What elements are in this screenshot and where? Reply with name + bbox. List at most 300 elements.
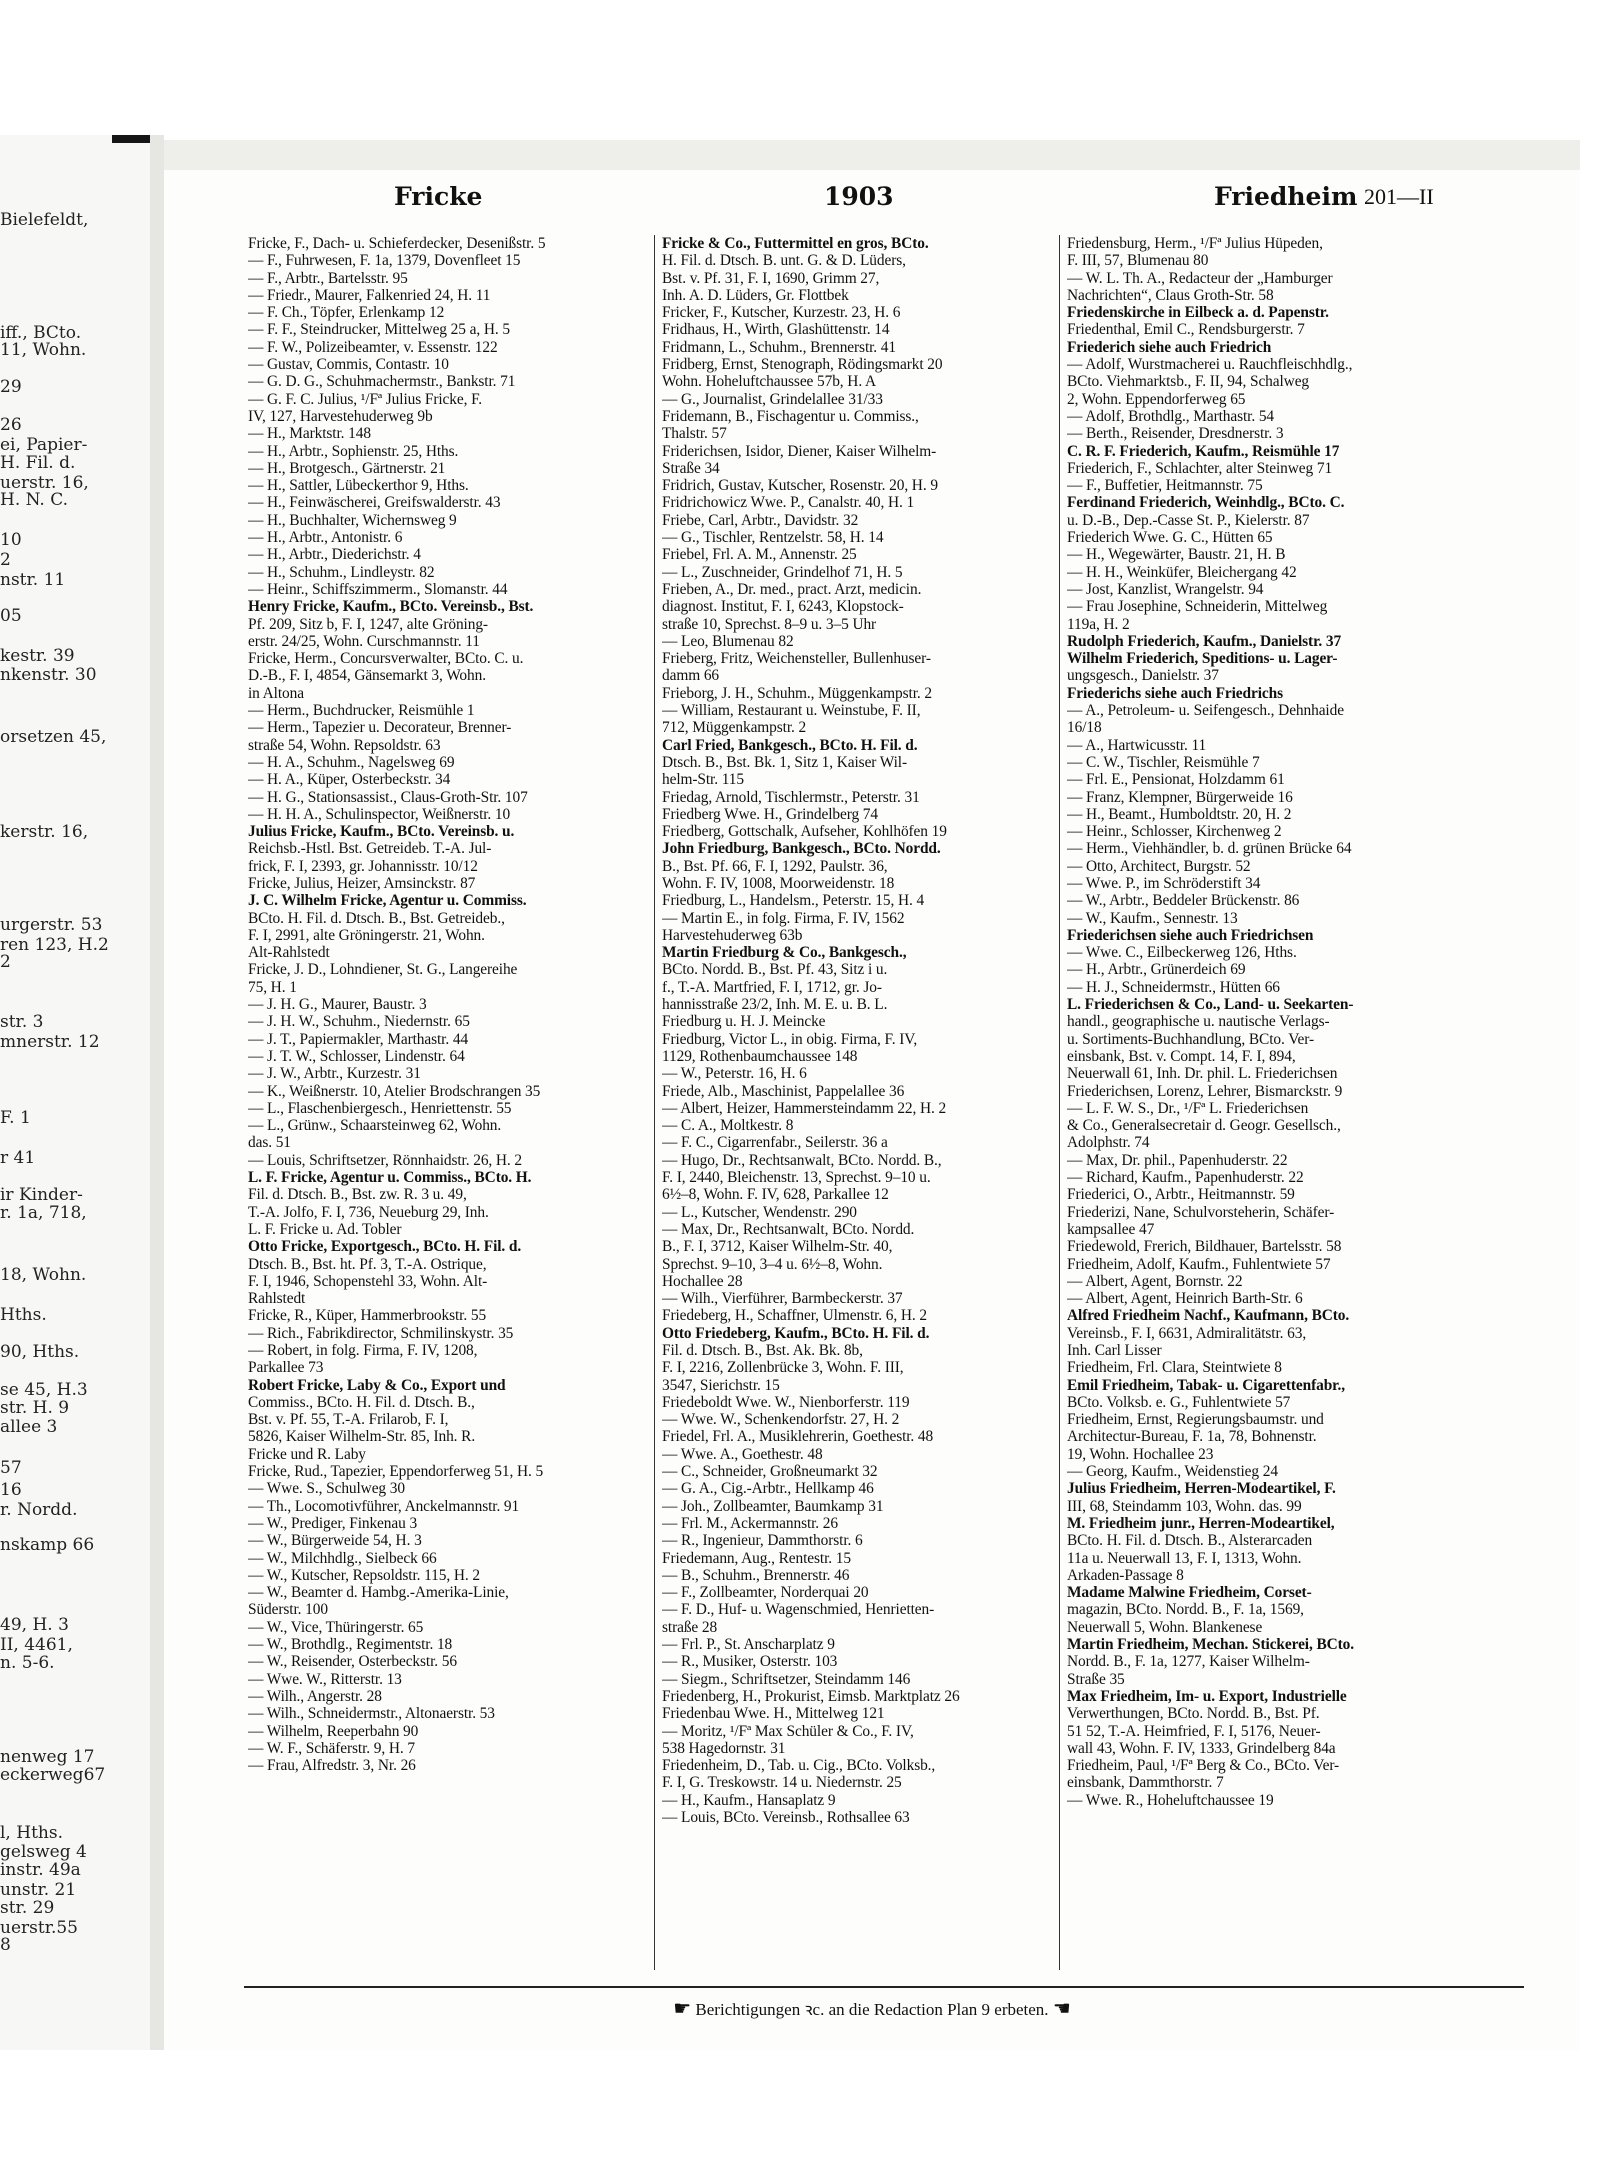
directory-entry: J. C. Wilhelm Fricke, Agentur u. Commiss. <box>248 892 527 910</box>
directory-entry: — J. H. W., Schuhm., Niedernstr. 65 <box>248 1013 470 1031</box>
directory-entry: — W., Milchhdlg., Sielbeck 66 <box>248 1549 437 1567</box>
previous-page-fragment: nstr. 11 <box>0 570 66 590</box>
directory-entry: — H. J., Schneidermstr., Hütten 66 <box>1067 978 1280 996</box>
directory-entry: Parkallee 73 <box>248 1359 324 1377</box>
directory-entry: — Wwe. C., Eilbeckerweg 126, Hths. <box>1067 944 1297 962</box>
directory-entry: 5826, Kaiser Wilhelm-Str. 85, Inh. R. <box>248 1428 476 1446</box>
directory-entry: Fridmann, L., Schuhm., Brennerstr. 41 <box>662 338 896 356</box>
directory-entry: — W., Kutscher, Repsoldstr. 115, H. 2 <box>248 1566 480 1584</box>
binding-tab <box>112 135 153 143</box>
directory-entry: — Berth., Reisender, Dresdnerstr. 3 <box>1067 425 1284 443</box>
previous-page-fragment: 05 <box>0 606 22 626</box>
directory-entry: Julius Fricke, Kaufm., BCto. Vereinsb. u. <box>248 823 515 841</box>
page-top-shadow <box>164 140 1580 170</box>
directory-entry: Friebe, Carl, Arbtr., Davidstr. 32 <box>662 511 859 529</box>
directory-entry: Rahlstedt <box>248 1290 306 1308</box>
directory-entry: Carl Fried, Bankgesch., BCto. H. Fil. d. <box>662 736 918 754</box>
directory-entry: Fricke, Herm., Concursverwalter, BCto. C. u. <box>248 650 524 668</box>
directory-entry: Straße 35 <box>1067 1670 1125 1688</box>
directory-entry: Friedemann, Aug., Rentestr. 15 <box>662 1549 851 1567</box>
directory-entry: frick, F. I, 2393, gr. Johannisstr. 10/12 <box>248 857 478 875</box>
directory-entry: — Max, Dr. phil., Papenhuderstr. 22 <box>1067 1151 1288 1169</box>
directory-entry: Martin Friedburg & Co., Bankgesch., <box>662 944 907 962</box>
directory-entry: Commiss., BCto. H. Fil. d. Dtsch. B., <box>248 1393 475 1411</box>
directory-entry: — H., Wegewärter, Baustr. 21, H. B <box>1067 546 1286 564</box>
directory-entry: — Albert, Agent, Heinrich Barth-Str. 6 <box>1067 1290 1303 1308</box>
previous-page-fragment: Hths. <box>0 1305 47 1325</box>
directory-entry: B., F. I, 3712, Kaiser Wilhelm-Str. 40, <box>662 1238 893 1256</box>
directory-entry: — L. F. W. S., Dr., ¹/Fª L. Friederichsen <box>1067 1099 1309 1117</box>
directory-entry: Pf. 209, Sitz b, F. I, 1247, alte Gröning- <box>248 615 488 633</box>
directory-entry: — Louis, Schriftsetzer, Rönnhaidstr. 26, H. 2 <box>248 1151 523 1169</box>
previous-page-fragment: nskamp 66 <box>0 1535 95 1555</box>
previous-page-fragment: 57 <box>0 1458 22 1478</box>
previous-page-fragment: ren 123, H.2 <box>0 935 109 955</box>
directory-entry: — W., Peterstr. 16, H. 6 <box>662 1065 807 1083</box>
directory-entry: Friede, Alb., Maschinist, Pappelallee 36 <box>662 1082 905 1100</box>
directory-entry: — K., Weißnerstr. 10, Atelier Brodschrangen 35 <box>248 1082 541 1100</box>
directory-entry: — Th., Locomotivführer, Anckelmannstr. 91 <box>248 1497 520 1515</box>
directory-column-2 <box>662 235 1080 1970</box>
directory-entry: C. R. F. Friederich, Kaufm., Reismühle 17 <box>1067 442 1340 460</box>
directory-entry: Friederichs siehe auch Friedrichs <box>1067 684 1283 702</box>
directory-entry: Süderstr. 100 <box>248 1601 328 1619</box>
directory-entry: Harvestehuderweg 63b <box>662 926 803 944</box>
previous-page-fragment: 8 <box>0 1935 11 1955</box>
directory-entry: — H. G., Stationsassist., Claus-Groth-Str. 107 <box>248 788 528 806</box>
directory-entry: — Siegm., Schriftsetzer, Steindamm 146 <box>662 1670 911 1688</box>
directory-entry: Frieborg, J. H., Schuhm., Müggenkampstr. 2 <box>662 684 932 702</box>
directory-entry: — W., Kaufm., Sennestr. 13 <box>1067 909 1238 927</box>
directory-entry: Bst. v. Pf. 31, F. I, 1690, Grimm 27, <box>662 269 880 287</box>
directory-entry: — Wwe. A., Goethestr. 48 <box>662 1445 823 1463</box>
directory-entry: 19, Wohn. Hochallee 23 <box>1067 1445 1214 1463</box>
directory-entry: — L., Flaschenbiergesch., Henriettenstr. 55 <box>248 1099 512 1117</box>
previous-page-fragment: unstr. 21 <box>0 1880 77 1900</box>
directory-entry: — H., Feinwäscherei, Greifswalderstr. 43 <box>248 494 501 512</box>
directory-entry: — Wilh., Vierführer, Barmbeckerstr. 37 <box>662 1290 903 1308</box>
previous-page-fragment: nenweg 17 <box>0 1747 95 1767</box>
directory-entry: Fricke, R., Küper, Hammerbrookstr. 55 <box>248 1307 487 1325</box>
directory-entry: F. III, 57, Blumenau 80 <box>1067 252 1209 270</box>
pointing-hand-right-icon: ☛ <box>673 1998 692 2020</box>
directory-entry: Neuerwall 5, Wohn. Blankenese <box>1067 1618 1263 1636</box>
directory-entry: — H. H. A., Schulinspector, Weißnerstr. 10 <box>248 805 511 823</box>
directory-entry: Frieben, A., Dr. med., pract. Arzt, medicin. <box>662 580 922 598</box>
directory-entry: Nachrichten“, Claus Groth-Str. 58 <box>1067 286 1274 304</box>
directory-entry: Alt-Rahlstedt <box>248 944 330 962</box>
directory-entry: — H. H., Weinküfer, Bleichergang 42 <box>1067 563 1297 581</box>
directory-entry: — Wilh., Schneidermstr., Altonaerstr. 53 <box>248 1705 495 1723</box>
directory-entry: — Albert, Agent, Bornstr. 22 <box>1067 1272 1243 1290</box>
directory-entry: — F., Fuhrwesen, F. 1a, 1379, Dovenfleet 15 <box>248 252 521 270</box>
directory-entry: — Heinr., Schlosser, Kirchenweg 2 <box>1067 823 1282 841</box>
directory-entry: helm-Str. 115 <box>662 771 744 789</box>
directory-entry: — Joh., Zollbeamter, Baumkamp 31 <box>662 1497 884 1515</box>
directory-entry: — J. T., Papiermakler, Marthastr. 44 <box>248 1030 469 1048</box>
directory-entry: 1129, Rothenbaumchaussee 148 <box>662 1047 858 1065</box>
directory-entry: — Heinr., Schiffszimmerm., Slomanstr. 44 <box>248 580 508 598</box>
directory-entry: — Adolf, Brothdlg., Marthastr. 54 <box>1067 407 1275 425</box>
previous-page-fragment: nkenstr. 30 <box>0 665 97 685</box>
previous-page-fragment: instr. 49a <box>0 1860 81 1880</box>
directory-entry: Friedenskirche in Eilbeck a. d. Papenstr. <box>1067 304 1329 322</box>
directory-entry: Friederich Wwe. G. C., Hütten 65 <box>1067 529 1273 547</box>
directory-entry: — Robert, in folg. Firma, F. IV, 1208, <box>248 1342 478 1359</box>
previous-page-margin <box>0 135 153 2050</box>
directory-column-1 <box>248 235 686 1970</box>
directory-entry: Friebel, Frl. A. M., Annenstr. 25 <box>662 546 857 564</box>
previous-page-fragment: 16 <box>0 1480 22 1500</box>
directory-entry: — Herm., Buchdrucker, Reismühle 1 <box>248 702 475 720</box>
directory-entry: — L., Kutscher, Wendenstr. 290 <box>662 1203 857 1221</box>
directory-entry: Inh. A. D. Lüders, Gr. Flottbek <box>662 286 849 304</box>
directory-entry: Arkaden-Passage 8 <box>1067 1566 1184 1584</box>
directory-entry: — Frl. M., Ackermannstr. 26 <box>662 1514 838 1532</box>
directory-entry: Reichsb.-Hstl. Bst. Getreideb. T.-A. Jul- <box>248 840 492 858</box>
directory-entry: Friedberg, Gottschalk, Aufseher, Kohlhöfen 19 <box>662 823 947 841</box>
directory-entry: straße 54, Wohn. Repsoldstr. 63 <box>248 736 441 754</box>
page-gutter <box>150 135 164 2050</box>
directory-entry: BCto. H. Fil. d. Dtsch. B., Alsterarcaden <box>1067 1532 1313 1550</box>
previous-page-fragment: F. 1 <box>0 1108 31 1128</box>
directory-entry: Friederich siehe auch Friedrich <box>1067 338 1272 356</box>
directory-entry: Fil. d. Dtsch. B., Bst. zw. R. 3 u. 49, <box>248 1186 467 1204</box>
directory-entry: D.-B., F. I, 4854, Gänsemarkt 3, Wohn. <box>248 667 486 685</box>
directory-entry: Friedel, Frl. A., Musiklehrerin, Goethestr. 48 <box>662 1428 934 1446</box>
header-right-keyword: Friedheim <box>1214 182 1358 211</box>
directory-entry: — W., Beamter d. Hambg.-Amerika-Linie, <box>248 1584 509 1602</box>
directory-entry: — Richard, Kaufm., Papenhuderstr. 22 <box>1067 1169 1304 1187</box>
previous-page-fragment: allee 3 <box>0 1417 58 1437</box>
directory-entry: T.-A. Jolfo, F. I, 736, Neueburg 29, Inh. <box>248 1203 489 1221</box>
directory-entry: — Jost, Kanzlist, Wrangelstr. 94 <box>1067 580 1264 598</box>
directory-entry: H. Fil. d. Dtsch. B. unt. G. & D. Lüders, <box>662 252 906 270</box>
directory-entry: Wohn. F. IV, 1008, Moorweidenstr. 18 <box>662 874 895 892</box>
directory-entry: Hochallee 28 <box>662 1272 743 1290</box>
header-year: 1903 <box>824 182 894 211</box>
directory-entry: — F., Buffetier, Heitmannstr. 75 <box>1067 477 1263 495</box>
directory-entry: — H. A., Schuhm., Nagelsweg 69 <box>248 753 455 771</box>
directory-entry: — H., Kaufm., Hansaplatz 9 <box>662 1791 836 1809</box>
directory-entry: in Altona <box>248 684 304 702</box>
directory-entry: Neuerwall 61, Inh. Dr. phil. L. Friederichsen <box>1067 1065 1338 1083</box>
directory-entry: — H., Buchhalter, Wichernsweg 9 <box>248 511 457 529</box>
directory-entry: — Wwe. S., Schulweg 30 <box>248 1480 405 1498</box>
directory-entry: Vereinsb., F. I, 6631, Admiralitätstr. 63, <box>1067 1324 1307 1342</box>
directory-entry: III, 68, Steindamm 103, Wohn. das. 99 <box>1067 1497 1302 1515</box>
directory-entry: & Co., Generalsecretair d. Geogr. Gesellsch., <box>1067 1117 1341 1135</box>
previous-page-fragment: str. 3 <box>0 1012 44 1032</box>
directory-entry: — F. D., Huf- u. Wagenschmied, Henrietten- <box>662 1601 935 1619</box>
directory-entry: — J. T. W., Schlosser, Lindenstr. 64 <box>248 1047 465 1065</box>
directory-entry: Friedenbau Wwe. H., Mittelweg 121 <box>662 1705 885 1723</box>
previous-page-fragment: r. 1a, 718, <box>0 1203 87 1223</box>
column-divider <box>654 235 655 1970</box>
directory-entry: — F., Zollbeamter, Norderquai 20 <box>662 1584 869 1602</box>
directory-entry: Wilhelm Friederich, Speditions- u. Lager- <box>1067 650 1338 668</box>
directory-entry: straße 28 <box>662 1618 718 1636</box>
previous-page-fragment: H. N. C. <box>0 490 69 510</box>
directory-entry: Rudolph Friederich, Kaufm., Danielstr. 37 <box>1067 632 1342 650</box>
directory-entry: erstr. 24/25, Wohn. Curschmannstr. 11 <box>248 632 480 650</box>
directory-entry: 11a u. Neuerwall 13, F. I, 1313, Wohn. <box>1067 1549 1302 1567</box>
directory-entry: — Louis, BCto. Vereinsb., Rothsallee 63 <box>662 1809 910 1827</box>
directory-entry: F. I, 1946, Schopenstehl 33, Wohn. Alt- <box>248 1272 488 1290</box>
directory-entry: — F. C., Cigarrenfabr., Seilerstr. 36 a <box>662 1134 888 1152</box>
directory-entry: L. F. Fricke, Agentur u. Commiss., BCto. H. <box>248 1169 532 1187</box>
previous-page-fragment: 90, Hths. <box>0 1342 80 1362</box>
directory-entry: — Frau, Alfredstr. 3, Nr. 26 <box>248 1757 416 1775</box>
directory-entry: Inh. Carl Lisser <box>1067 1342 1162 1359</box>
directory-entry: — Adolf, Wurstmacherei u. Rauchfleischhdlg., <box>1067 356 1353 374</box>
previous-page-fragment: II, 4461, <box>0 1635 73 1655</box>
previous-page-fragment: kerstr. 16, <box>0 822 89 842</box>
directory-entry: — Wwe. W., Ritterstr. 13 <box>248 1670 402 1688</box>
directory-entry: — R., Musiker, Osterstr. 103 <box>662 1653 838 1671</box>
directory-entry: 75, H. 1 <box>248 978 297 996</box>
directory-entry: — H., Sattler, Lübeckerthor 9, Hths. <box>248 477 469 495</box>
directory-entry: f., T.-A. Martfried, F. I, 1712, gr. Jo- <box>662 978 882 996</box>
directory-entry: Dtsch. B., Bst. Bk. 1, Sitz 1, Kaiser Wil- <box>662 753 907 771</box>
previous-page-fragment: r 41 <box>0 1148 36 1168</box>
directory-entry: Ferdinand Friederich, Weinhdlg., BCto. C. <box>1067 494 1345 512</box>
directory-entry: u. Sortiments-Buchhandlung, BCto. Ver- <box>1067 1030 1314 1048</box>
directory-entry: Sprechst. 9–10, 3–4 u. 6½–8, Wohn. <box>662 1255 883 1273</box>
directory-entry: — G. F. C. Julius, ¹/Fª Julius Fricke, F. <box>248 390 483 408</box>
directory-entry: diagnost. Institut, F. I, 6243, Klopstock- <box>662 598 904 616</box>
directory-entry: L. Friederichsen & Co., Land- u. Seekarten- <box>1067 996 1354 1014</box>
directory-entry: Fricker, F., Kutscher, Kurzestr. 23, H. 6 <box>662 304 901 322</box>
previous-page-fragment: r. Nordd. <box>0 1500 78 1520</box>
directory-entry: Friedenberg, H., Prokurist, Eimsb. Marktplatz 26 <box>662 1687 960 1705</box>
directory-entry: — Georg, Kaufm., Weidenstieg 24 <box>1067 1463 1278 1481</box>
directory-entry: — Frl. P., St. Anscharplatz 9 <box>662 1636 835 1654</box>
directory-entry: Bst. v. Pf. 55, T.-A. Frilarob, F. I, <box>248 1411 449 1429</box>
directory-entry: — H., Schuhm., Lindleystr. 82 <box>248 563 435 581</box>
directory-entry: einsbank, Dammthorstr. 7 <box>1067 1774 1224 1792</box>
directory-entry: — W., Brothdlg., Regimentstr. 18 <box>248 1636 453 1654</box>
directory-column-3 <box>1067 235 1519 1970</box>
directory-entry: M. Friedheim junr., Herren-Modeartikel, <box>1067 1514 1335 1532</box>
directory-entry: Fridberg, Ernst, Stenograph, Rödingsmarkt 20 <box>662 356 943 374</box>
directory-entry: Fricke, Julius, Heizer, Amsinckstr. 87 <box>248 874 476 892</box>
column-divider <box>1059 235 1060 1970</box>
directory-entry: — H., Arbtr., Antonistr. 6 <box>248 529 403 547</box>
directory-entry: Friedag, Arnold, Tischlermstr., Peterstr. 31 <box>662 788 920 806</box>
directory-entry: Emil Friedheim, Tabak- u. Cigarettenfabr., <box>1067 1376 1345 1394</box>
directory-entry: — G. A., Cig.-Arbtr., Hellkamp 46 <box>662 1480 874 1498</box>
footer-note <box>164 1996 1580 2021</box>
directory-entry: Friedburg, Victor L., in obig. Firma, F. IV, <box>662 1030 918 1048</box>
directory-entry: — W. L. Th. A., Redacteur der „Hamburger <box>1067 269 1333 287</box>
directory-entry: — Otto, Architect, Burgstr. 52 <box>1067 857 1251 875</box>
directory-entry: — H., Arbtr., Diederichstr. 4 <box>248 546 421 564</box>
directory-entry: Fridrich, Gustav, Kutscher, Rosenstr. 20, H. 9 <box>662 477 938 495</box>
directory-entry: — Wwe. W., Schenkendorfstr. 27, H. 2 <box>662 1411 900 1429</box>
directory-entry: Fricke und R. Laby <box>248 1445 366 1463</box>
directory-entry: Max Friedheim, Im- u. Export, Industrielle <box>1067 1687 1347 1705</box>
directory-entry: hannisstraße 23/2, Inh. M. E. u. B. L. <box>662 996 888 1014</box>
previous-page-fragment: gelsweg 4 <box>0 1842 87 1862</box>
directory-entry: 16/18 <box>1067 719 1102 737</box>
directory-entry: Friederichsen siehe auch Friedrichsen <box>1067 926 1314 944</box>
directory-entry: — Albert, Heizer, Hammersteindamm 22, H. 2 <box>662 1099 947 1117</box>
directory-entry: — R., Ingenieur, Dammthorstr. 6 <box>662 1532 863 1550</box>
directory-entry: — C. W., Tischler, Reismühle 7 <box>1067 753 1260 771</box>
directory-entry: — Max, Dr., Rechtsanwalt, BCto. Nordd. <box>662 1220 915 1238</box>
directory-entry: Fil. d. Dtsch. B., Bst. Ak. Bk. 8b, <box>662 1342 863 1359</box>
directory-entry: — H., Beamt., Humboldtstr. 20, H. 2 <box>1067 805 1292 823</box>
directory-entry: — W., Reisender, Osterbeckstr. 56 <box>248 1653 457 1671</box>
previous-page-fragment: n. 5-6. <box>0 1653 55 1673</box>
directory-entry: Fricke, J. D., Lohndiener, St. G., Langereihe <box>248 961 518 979</box>
directory-entry: Friedburg, L., Handelsm., Peterstr. 15, H. 4 <box>662 892 925 910</box>
directory-entry: — Wwe. P., im Schröderstift 34 <box>1067 874 1261 892</box>
directory-entry: — W., Arbtr., Beddeler Brückenstr. 86 <box>1067 892 1300 910</box>
previous-page-fragment: se 45, H.3 <box>0 1380 88 1400</box>
directory-entry: 6½–8, Wohn. F. IV, 628, Parkallee 12 <box>662 1186 889 1204</box>
previous-page-fragment: 10 <box>0 530 22 550</box>
previous-page-fragment: 11, Wohn. <box>0 340 87 360</box>
directory-entry: — Wwe. R., Hoheluftchaussee 19 <box>1067 1791 1274 1809</box>
directory-entry: BCto. Viehmarktsb., F. II, 94, Schalweg <box>1067 373 1310 391</box>
directory-entry: — F. Ch., Töpfer, Erlenkamp 12 <box>248 304 445 322</box>
directory-entry: — Martin E., in folg. Firma, F. IV, 1562 <box>662 909 905 927</box>
directory-entry: — Moritz, ¹/Fª Max Schüler & Co., F. IV, <box>662 1722 914 1740</box>
directory-entry: — Leo, Blumenau 82 <box>662 632 794 650</box>
directory-entry: — C. A., Moltkestr. 8 <box>662 1117 794 1135</box>
directory-entry: — Frau Josephine, Schneiderin, Mittelweg <box>1067 598 1328 616</box>
directory-entry: Friedheim, Paul, ¹/Fª Berg & Co., BCto. Ver- <box>1067 1757 1340 1775</box>
directory-entry: Frieberg, Fritz, Weichensteller, Bullenhuser- <box>662 650 931 668</box>
directory-entry: B., Bst. Pf. 66, F. I, 1292, Paulstr. 36, <box>662 857 888 875</box>
directory-entry: Fridemann, B., Fischagentur u. Commiss., <box>662 407 919 425</box>
directory-entry: — W. F., Schäferstr. 9, H. 7 <box>248 1739 415 1757</box>
previous-page-fragment: 2 <box>0 952 11 972</box>
directory-entry: — W., Bürgerweide 54, H. 3 <box>248 1532 422 1550</box>
previous-page-fragment: H. Fil. d. <box>0 453 76 473</box>
directory-entry: — J. H. G., Maurer, Baustr. 3 <box>248 996 427 1014</box>
directory-entry: Wohn. Hoheluftchaussee 57b, H. A <box>662 373 876 391</box>
directory-entry: L. F. Fricke u. Ad. Tobler <box>248 1220 402 1238</box>
directory-entry: F. I, 2991, alte Gröningerstr. 21, Wohn. <box>248 926 485 944</box>
directory-entry: — H., Marktstr. 148 <box>248 425 371 443</box>
directory-entry: 2, Wohn. Eppendorferweg 65 <box>1067 390 1246 408</box>
directory-entry: IV, 127, Harvestehuderweg 9b <box>248 407 433 425</box>
directory-entry: — Wilhelm, Reeperbahn 90 <box>248 1722 419 1740</box>
page-number: 201—II <box>1364 184 1434 209</box>
directory-entry: — Friedr., Maurer, Falkenried 24, H. 11 <box>248 286 491 304</box>
directory-entry: — William, Restaurant u. Weinstube, F. II, <box>662 702 921 720</box>
directory-entry: Friederizi, Nane, Schulvorsteherin, Schäfer- <box>1067 1203 1335 1221</box>
directory-entry: — A., Hartwicusstr. 11 <box>1067 736 1207 754</box>
directory-entry: — A., Petroleum- u. Seifengesch., Dehnhaide <box>1067 702 1344 720</box>
directory-entry: Friedewold, Frerich, Bildhauer, Bartelsstr. 58 <box>1067 1238 1342 1256</box>
directory-entry: — C., Schneider, Großneumarkt 32 <box>662 1463 878 1481</box>
previous-page-fragment: 49, H. 3 <box>0 1615 69 1635</box>
directory-entry: Fricke, Rud., Tapezier, Eppendorferweg 51, H. 5 <box>248 1463 544 1481</box>
directory-entry: Fridhaus, H., Wirth, Glashüttenstr. 14 <box>662 321 890 339</box>
directory-entry: — L., Grünw., Schaarsteinweg 62, Wohn. <box>248 1117 502 1135</box>
previous-page-fragment: kestr. 39 <box>0 646 75 666</box>
directory-entry: damm 66 <box>662 667 720 685</box>
directory-entry: — Franz, Klempner, Bürgerweide 16 <box>1067 788 1293 806</box>
directory-entry: Friedheim, Frl. Clara, Steintwiete 8 <box>1067 1359 1282 1377</box>
previous-page-fragment: urgerstr. 53 <box>0 915 103 935</box>
directory-entry: Robert Fricke, Laby & Co., Export und <box>248 1376 506 1394</box>
directory-entry: Alfred Friedheim Nachf., Kaufmann, BCto. <box>1067 1307 1350 1325</box>
directory-entry: Henry Fricke, Kaufm., BCto. Vereinsb., Bst. <box>248 598 534 616</box>
directory-entry: wall 43, Wohn. F. IV, 1333, Grindelberg 84a <box>1067 1739 1336 1757</box>
directory-entry: — H., Brotgesch., Gärtnerstr. 21 <box>248 459 446 477</box>
directory-entry: — F., Arbtr., Bartelsstr. 95 <box>248 269 408 287</box>
directory-entry: BCto. Volksb. e. G., Fuhlentwiete 57 <box>1067 1393 1291 1411</box>
previous-page-fragment: str. 29 <box>0 1898 55 1918</box>
directory-entry: John Friedburg, Bankgesch., BCto. Nordd. <box>662 840 941 858</box>
directory-entry: 712, Müggenkampstr. 2 <box>662 719 807 737</box>
directory-entry: Friederichsen, Lorenz, Lehrer, Bismarckstr. 9 <box>1067 1082 1343 1100</box>
previous-page-fragment: str. H. 9 <box>0 1398 70 1418</box>
directory-entry: Friedeboldt Wwe. W., Nienborferstr. 119 <box>662 1393 910 1411</box>
directory-entry: — Rich., Fabrikdirector, Schmilinskystr. 35 <box>248 1324 514 1342</box>
directory-entry: — Wilh., Angerstr. 28 <box>248 1687 382 1705</box>
directory-entry: Friderichsen, Isidor, Diener, Kaiser Wilhelm- <box>662 442 937 460</box>
previous-page-fragment: uerstr.55 <box>0 1918 78 1938</box>
directory-entry: Friedberg Wwe. H., Grindelberg 74 <box>662 805 878 823</box>
previous-page-fragment: 2 <box>0 550 11 570</box>
directory-entry: Nordd. B., F. 1a, 1277, Kaiser Wilhelm- <box>1067 1653 1310 1671</box>
directory-entry: BCto. Nordd. B., Bst. Pf. 43, Sitz i u. <box>662 961 888 979</box>
directory-entry: 119a, H. 2 <box>1067 615 1130 633</box>
directory-entry: Dtsch. B., Bst. ht. Pf. 3, T.-A. Ostrique, <box>248 1255 487 1273</box>
pointing-hand-left-icon: ☚ <box>1052 1998 1071 2020</box>
directory-entry: — Hugo, Dr., Rechtsanwalt, BCto. Nordd. B., <box>662 1151 942 1169</box>
directory-entry: Thalstr. 57 <box>662 425 727 443</box>
previous-page-fragment: orsetzen 45, <box>0 727 107 747</box>
directory-entry: — G., Tischler, Rentzelstr. 58, H. 14 <box>662 529 884 547</box>
directory-entry: — F. F., Steindrucker, Mittelweg 25 a, H. 5 <box>248 321 510 339</box>
directory-entry: — Gustav, Commis, Contastr. 10 <box>248 356 449 374</box>
directory-entry: Madame Malwine Friedheim, Corset- <box>1067 1584 1312 1602</box>
directory-entry: Architectur-Bureau, F. 1a, 78, Bohnenstr. <box>1067 1428 1317 1446</box>
directory-entry: Adolphstr. 74 <box>1067 1134 1150 1152</box>
directory-entry: — G., Journalist, Grindelallee 31/33 <box>662 390 883 408</box>
directory-entry: Friedburg u. H. J. Meincke <box>662 1013 826 1031</box>
previous-page-fragment: l, Hths. <box>0 1823 63 1843</box>
previous-page-fragment: iff., BCto. <box>0 323 82 343</box>
directory-entry: — L., Zuschneider, Grindelhof 71, H. 5 <box>662 563 903 581</box>
directory-entry: straße 10, Sprechst. 8–9 u. 3–5 Uhr <box>662 615 877 633</box>
previous-page-fragment: Bielefeldt, <box>0 210 89 230</box>
directory-entry: 538 Hagedornstr. 31 <box>662 1739 786 1757</box>
directory-entry: — Herm., Viehhändler, b. d. grünen Brücke 64 <box>1067 840 1352 858</box>
footer-text: Berichtigungen ꝛc. an die Redaction Plan 9 erbeten. <box>695 2000 1049 2019</box>
previous-page-fragment: 29 <box>0 377 22 397</box>
directory-entry: Friedheim, Adolf, Kaufm., Fuhlentwiete 57 <box>1067 1255 1331 1273</box>
previous-page-fragment: mnerstr. 12 <box>0 1032 100 1052</box>
directory-entry: Fricke & Co., Futtermittel en gros, BCto. <box>662 235 929 252</box>
directory-entry: Friedeberg, H., Schaffner, Ulmenstr. 6, H. 2 <box>662 1307 927 1325</box>
directory-entry: Friedheim, Ernst, Regierungsbaumstr. und <box>1067 1411 1324 1429</box>
directory-entry: Verwerthungen, BCto. Nordd. B., Bst. Pf. <box>1067 1705 1320 1723</box>
directory-entry: Martin Friedheim, Mechan. Stickerei, BCto. <box>1067 1636 1355 1654</box>
directory-entry: BCto. H. Fil. d. Dtsch. B., Bst. Getreideb., <box>248 909 505 927</box>
directory-entry: 3547, Sierichstr. 15 <box>662 1376 780 1394</box>
directory-page <box>164 140 1580 2050</box>
directory-entry: magazin, BCto. Nordd. B., F. 1a, 1569, <box>1067 1601 1304 1619</box>
directory-entry: Friederich, F., Schlachter, alter Steinweg 71 <box>1067 459 1333 477</box>
